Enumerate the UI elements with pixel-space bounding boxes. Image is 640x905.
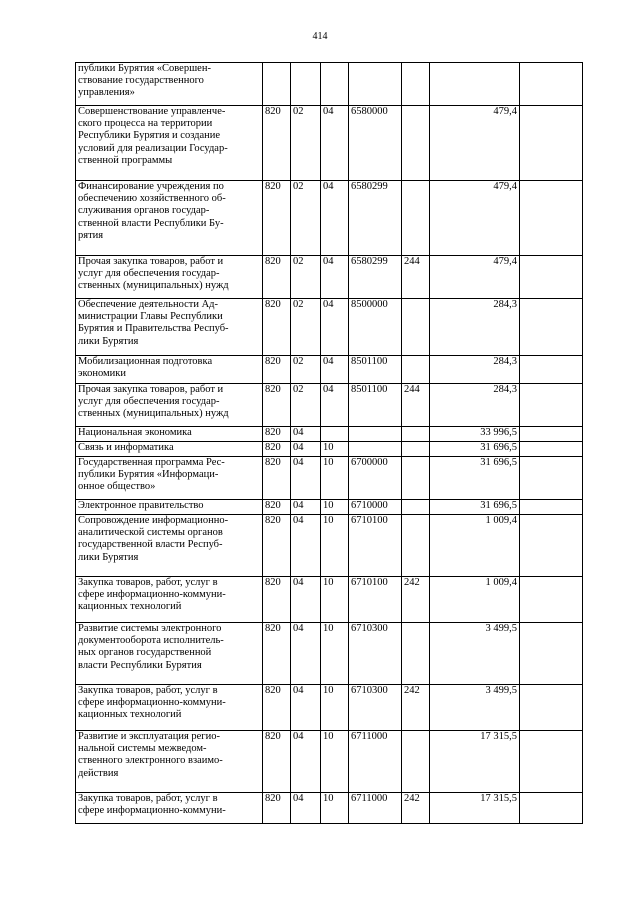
cell-subsection-code: 10 (321, 793, 349, 824)
cell-expense-type-code: 242 (402, 577, 430, 623)
table-row (76, 457, 583, 500)
cell-ministry-code: 820 (263, 577, 291, 623)
cell-extra (520, 793, 583, 824)
row-name-text: Финансирование учреждения по обеспечению хозяйственного об- служивания органов государ- ственной власти Республики Бу- рятия (78, 181, 226, 241)
cell-expense-type-code (402, 515, 430, 577)
cell-section-code: 02 (291, 384, 321, 427)
budget-table (75, 62, 583, 824)
row-name-text: публики Бурятия «Совершен- ствование государственного управления» (78, 63, 211, 99)
cell-amount: 3 499,5 (430, 623, 520, 685)
table-row (76, 442, 583, 457)
cell-subsection-code: 04 (321, 106, 349, 181)
cell-subsection-code: 10 (321, 442, 349, 457)
cell-expense-type-code (402, 299, 430, 356)
cell-section-code: 04 (291, 623, 321, 685)
row-name-text: Национальная экономика (78, 427, 192, 438)
page-number: 414 (312, 31, 328, 42)
cell-ministry-code: 820 (263, 356, 291, 384)
table-row (76, 256, 583, 299)
cell-expense-type-code (402, 106, 430, 181)
cell-name (76, 577, 263, 623)
row-name-text: Сопровождение информационно- аналитической системы органов государственной власти Респуб- лики Бурятия (78, 515, 229, 563)
cell-target-code: 6580299 (349, 181, 402, 256)
table-row (76, 515, 583, 577)
cell-target-code: 6710300 (349, 685, 402, 731)
cell-expense-type-code (402, 623, 430, 685)
cell-section-code: 04 (291, 685, 321, 731)
row-name-text: Прочая закупка товаров, работ и услуг для обеспечения государ- ственных (муниципальных) нужд (78, 384, 229, 420)
cell-name (76, 256, 263, 299)
table-row (76, 793, 583, 824)
cell-amount: 284,3 (430, 384, 520, 427)
cell-extra (520, 731, 583, 793)
row-name-text: Связь и информатика (78, 442, 174, 453)
cell-section-code: 04 (291, 442, 321, 457)
cell-ministry-code: 820 (263, 256, 291, 299)
row-name-text: Совершенствование управленче- ского процесса на территории Республики Бурятия и создание условий для реализации Государ- ственной программы (78, 106, 228, 166)
cell-subsection-code: 04 (321, 256, 349, 299)
cell-amount: 31 696,5 (430, 500, 520, 515)
cell-subsection-code: 04 (321, 384, 349, 427)
table-row (76, 731, 583, 793)
cell-amount: 284,3 (430, 299, 520, 356)
cell-name (76, 793, 263, 824)
cell-target-code: 6580299 (349, 256, 402, 299)
cell-target-code: 8501100 (349, 356, 402, 384)
cell-target-code: 6711000 (349, 793, 402, 824)
cell-subsection-code: 10 (321, 515, 349, 577)
cell-section-code: 02 (291, 256, 321, 299)
cell-name (76, 63, 263, 106)
table-row (76, 106, 583, 181)
cell-target-code: 8500000 (349, 299, 402, 356)
table-body (76, 63, 583, 824)
cell-amount (430, 63, 520, 106)
cell-amount: 17 315,5 (430, 731, 520, 793)
cell-subsection-code: 10 (321, 623, 349, 685)
table-row (76, 427, 583, 442)
cell-expense-type-code: 244 (402, 256, 430, 299)
cell-extra (520, 442, 583, 457)
cell-ministry-code: 820 (263, 181, 291, 256)
cell-ministry-code: 820 (263, 623, 291, 685)
cell-section-code: 02 (291, 356, 321, 384)
cell-section-code: 04 (291, 427, 321, 442)
table-row (76, 356, 583, 384)
table-row (76, 63, 583, 106)
cell-ministry-code: 820 (263, 515, 291, 577)
cell-name (76, 685, 263, 731)
row-name-text: Обеспечение деятельности Ад- министрации Главы Республики Бурятия и Правительства Респуб- лики Бурятия (78, 299, 229, 347)
cell-target-code: 6710000 (349, 500, 402, 515)
cell-amount: 479,4 (430, 256, 520, 299)
cell-ministry-code: 820 (263, 793, 291, 824)
cell-name (76, 299, 263, 356)
cell-amount: 17 315,5 (430, 793, 520, 824)
cell-expense-type-code (402, 181, 430, 256)
cell-expense-type-code (402, 457, 430, 500)
table-row (76, 577, 583, 623)
cell-extra (520, 106, 583, 181)
cell-section-code: 04 (291, 731, 321, 793)
cell-extra (520, 181, 583, 256)
cell-subsection-code: 04 (321, 356, 349, 384)
cell-expense-type-code: 242 (402, 685, 430, 731)
cell-target-code: 6700000 (349, 457, 402, 500)
cell-amount: 284,3 (430, 356, 520, 384)
row-name-text: Мобилизационная подготовка экономики (78, 356, 213, 380)
cell-target-code: 6710100 (349, 515, 402, 577)
cell-subsection-code: 10 (321, 500, 349, 515)
cell-name (76, 457, 263, 500)
cell-subsection-code: 10 (321, 577, 349, 623)
cell-section-code: 02 (291, 181, 321, 256)
cell-amount: 31 696,5 (430, 457, 520, 500)
row-name-text: Закупка товаров, работ, услуг в сфере информационно-коммуни- кационных технологий (78, 685, 226, 721)
cell-expense-type-code: 242 (402, 793, 430, 824)
cell-expense-type-code (402, 63, 430, 106)
cell-section-code: 02 (291, 106, 321, 181)
cell-name (76, 442, 263, 457)
cell-amount: 31 696,5 (430, 442, 520, 457)
table-row (76, 384, 583, 427)
cell-subsection-code (321, 427, 349, 442)
cell-extra (520, 500, 583, 515)
cell-target-code: 6711000 (349, 731, 402, 793)
cell-ministry-code: 820 (263, 442, 291, 457)
cell-extra (520, 457, 583, 500)
table-row (76, 181, 583, 256)
cell-section-code: 04 (291, 500, 321, 515)
cell-name (76, 500, 263, 515)
cell-section-code: 04 (291, 457, 321, 500)
cell-subsection-code: 10 (321, 731, 349, 793)
cell-section-code: 04 (291, 515, 321, 577)
cell-ministry-code: 820 (263, 457, 291, 500)
cell-name (76, 181, 263, 256)
cell-name (76, 106, 263, 181)
cell-target-code: 6710300 (349, 623, 402, 685)
row-name-text: Электронное правительство (78, 500, 204, 511)
cell-subsection-code: 04 (321, 299, 349, 356)
cell-expense-type-code (402, 356, 430, 384)
cell-extra (520, 427, 583, 442)
table-row (76, 623, 583, 685)
cell-name (76, 384, 263, 427)
cell-ministry-code: 820 (263, 427, 291, 442)
cell-target-code (349, 427, 402, 442)
cell-extra (520, 515, 583, 577)
row-name-text: Прочая закупка товаров, работ и услуг для обеспечения государ- ственных (муниципальных) нужд (78, 256, 229, 292)
cell-subsection-code: 04 (321, 181, 349, 256)
row-name-text: Развитие системы электронного документооборота исполнитель- ных органов государственной власти Республики Бурятия (78, 623, 224, 671)
cell-subsection-code (321, 63, 349, 106)
cell-name (76, 356, 263, 384)
cell-subsection-code: 10 (321, 457, 349, 500)
cell-ministry-code: 820 (263, 500, 291, 515)
cell-extra (520, 256, 583, 299)
cell-expense-type-code (402, 731, 430, 793)
cell-expense-type-code (402, 500, 430, 515)
cell-name (76, 623, 263, 685)
table-row (76, 685, 583, 731)
cell-target-code (349, 442, 402, 457)
row-name-text: Закупка товаров, работ, услуг в сфере информационно-коммуни- кационных технологий (78, 577, 226, 613)
cell-target-code: 8501100 (349, 384, 402, 427)
cell-name (76, 731, 263, 793)
cell-amount: 33 996,5 (430, 427, 520, 442)
cell-section-code: 04 (291, 793, 321, 824)
cell-ministry-code: 820 (263, 384, 291, 427)
cell-amount: 1 009,4 (430, 515, 520, 577)
cell-extra (520, 577, 583, 623)
cell-section-code (291, 63, 321, 106)
cell-extra (520, 623, 583, 685)
cell-amount: 1 009,4 (430, 577, 520, 623)
cell-ministry-code: 820 (263, 731, 291, 793)
cell-expense-type-code: 244 (402, 384, 430, 427)
cell-amount: 479,4 (430, 106, 520, 181)
table-row (76, 500, 583, 515)
row-name-text: Развитие и эксплуатация регио- нальной системы межведом- ственного электронного взаимо- действия (78, 731, 223, 779)
cell-extra (520, 63, 583, 106)
cell-extra (520, 356, 583, 384)
row-name-text: Закупка товаров, работ, услуг в сфере информационно-коммуни- (78, 793, 226, 817)
cell-subsection-code: 10 (321, 685, 349, 731)
cell-name (76, 427, 263, 442)
cell-target-code: 6580000 (349, 106, 402, 181)
cell-ministry-code: 820 (263, 299, 291, 356)
cell-name (76, 515, 263, 577)
cell-extra (520, 685, 583, 731)
cell-target-code (349, 63, 402, 106)
cell-ministry-code (263, 63, 291, 106)
cell-section-code: 04 (291, 577, 321, 623)
row-name-text: Государственная программа Рес- публики Бурятия «Информаци- онное общество» (78, 457, 225, 493)
cell-ministry-code: 820 (263, 685, 291, 731)
cell-expense-type-code (402, 442, 430, 457)
cell-extra (520, 384, 583, 427)
cell-section-code: 02 (291, 299, 321, 356)
cell-extra (520, 299, 583, 356)
table-row (76, 299, 583, 356)
cell-amount: 479,4 (430, 181, 520, 256)
cell-ministry-code: 820 (263, 106, 291, 181)
cell-expense-type-code (402, 427, 430, 442)
cell-target-code: 6710100 (349, 577, 402, 623)
cell-amount: 3 499,5 (430, 685, 520, 731)
